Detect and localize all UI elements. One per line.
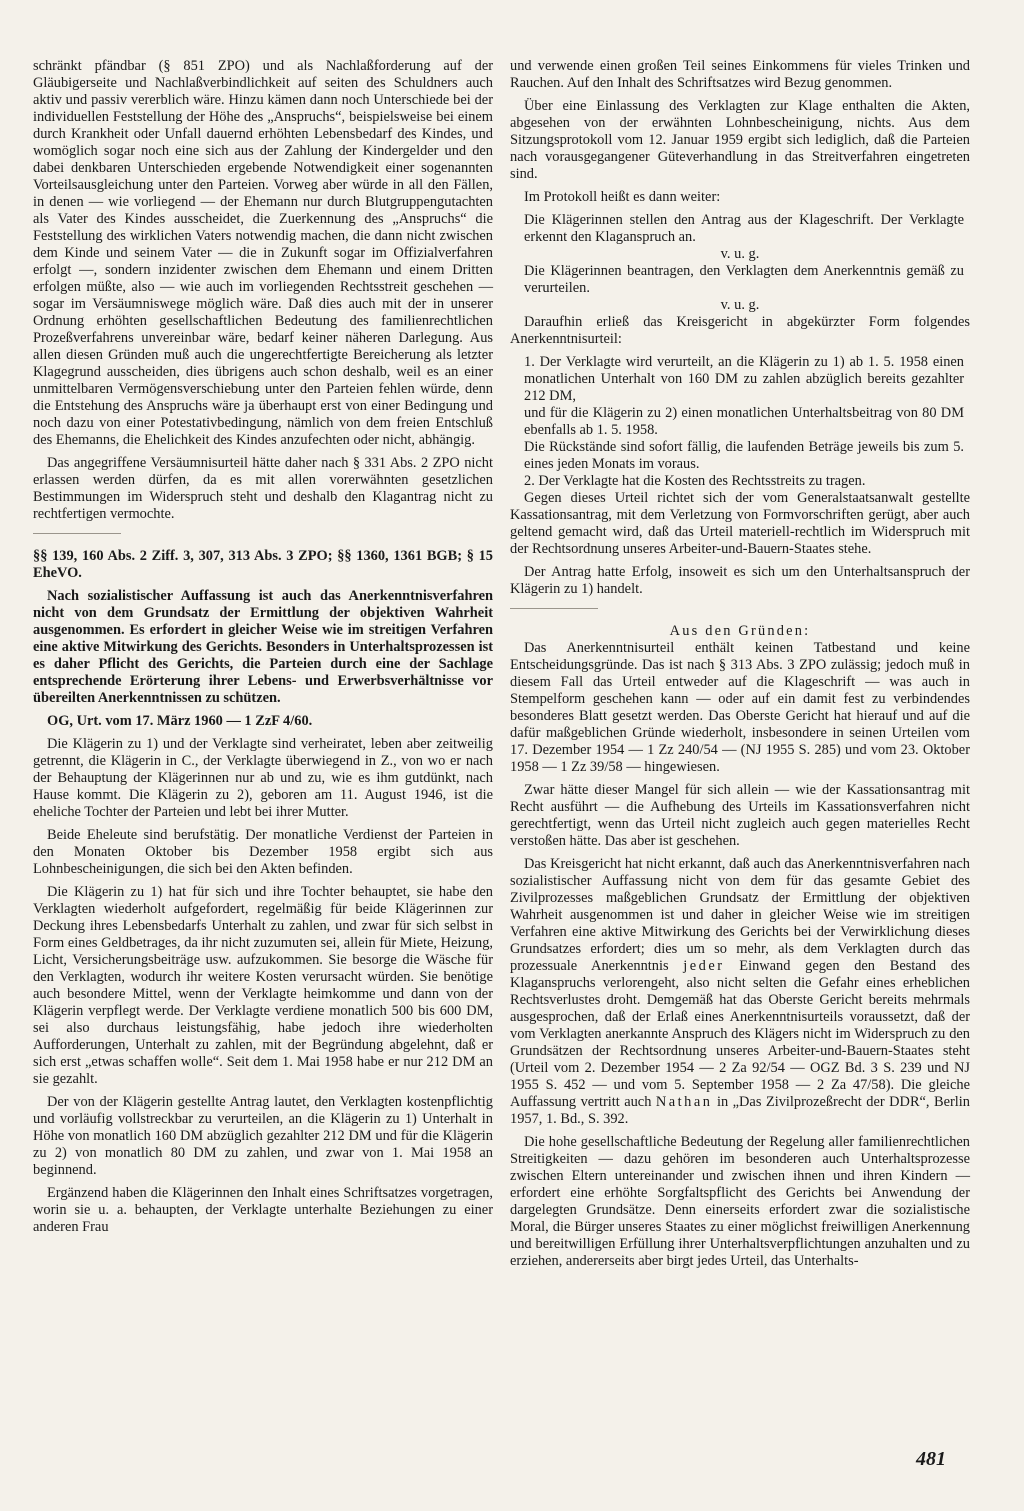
section-divider: [33, 533, 121, 534]
paragraph: Die Klägerin zu 1) hat für sich und ihre Tochter behauptet, sie habe den Verklagten wiederholt aufgefordert, regelmäßig für beide Klägerinnen zur Deckung ihres Lebensbedarfs Unterhalt zu zahlen, und zwar für sich selbst in Form eines Geldbetrages, da ihr nicht zuzumuten sei, allein für Miete, Heizung, Licht, Versicherungsbeiträge usw. aufzukommen. Sie besorge die Wäsche für den Verklagten, wodurch ihr weitere Kosten verursacht würden. Sie benötige auch besondere Mittel, wenn der Verklagte heimkomme und dann von der Klägerin verpflegt werde. Der Verklagte verdiene monatlich 500 bis 600 DM, sei also durchaus leistungsfähig, habe jedoch ihre wiederholten Aufforderungen, Unterhalt zu zahlen, mit der Begründung abgelehnt, daß er sich erst „etwas schaffen wolle“. Seit dem 1. Mai 1958 habe er nur 212 DM an sie gezahlt.: [33, 884, 493, 1087]
protocol-quote: Die Klägerinnen beantragen, den Verklagten dem Anerkenntnis gemäß zu verurteilen.: [524, 263, 964, 296]
paragraph: Über eine Einlassung des Verklagten zur Klage enthalten die Akten, abgesehen von der erwähnten Lohnbescheinigung, nichts. Aus dem Sitzungsprotokoll vom 12. Januar 1959 ergibt sich lediglich, daß die Parteien nach vorausgegangener Güteverhandlung in das Streitverfahren eingetreten sind.: [510, 98, 970, 182]
court-citation: OG, Urt. vom 17. März 1960 — 1 ZzF 4/60.: [47, 713, 313, 729]
paragraph: Zwar hätte dieser Mangel für sich allein — wie der Kassationsantrag mit Recht ausführt — die Aufhebung des Urteils im Kassationsverfahren nicht gerechtfertigt, wenn das Urteil nicht zugleich auch gegen materielles Recht verstoßen hätte. Das aber ist geschehen.: [510, 782, 970, 849]
emphasized-word: jeder: [683, 958, 725, 974]
author-name: Nathan: [655, 1094, 713, 1110]
paragraph: und verwende einen großen Teil seines Einkommens für vieles Trinken und Rauchen. Auf den Inhalt des Schriftsatzes wird Bezug genommen.: [510, 58, 970, 91]
paragraph: Die Klägerin zu 1) und der Verklagte sind verheiratet, leben aber zeitweilig getrennt, die Klägerin in C., der Verklagte überwiegend in Z., von wo er nach der Behauptung der Klägerinnen nur ab und zu, wie es ihm gutdünkt, nach Hause kommt. Die Klägerin zu 2), geboren am 11. August 1946, ist die eheliche Tochter der Parteien und lebt bei ihrer Mutter.: [33, 736, 493, 820]
paragraph: Ergänzend haben die Klägerinnen den Inhalt eines Schriftsatzes vorgetragen, worin sie u. a. behaupten, der Verklagte unterhalte Beziehungen zu einer anderen Frau: [33, 1185, 493, 1235]
judgment-quote: und für die Klägerin zu 2) einen monatlichen Unterhaltsbeitrag von 80 DM ebenfalls ab 1. 5. 1958.: [524, 405, 964, 438]
paragraph: Daraufhin erließ das Kreisgericht in abgekürzter Form folgendes Anerkenntnisurteil:: [510, 314, 970, 347]
paragraph: Das angegriffene Versäumnisurteil hätte daher nach § 331 Abs. 2 ZPO nicht erlassen werden dürfen, da es mit allen vorerwähnten gesetzlichen Bestimmungen im Widerspruch steht und deshalb den Klagantrag nicht zu rechtfertigen vermochte.: [33, 455, 493, 522]
paragraph: Die hohe gesellschaftliche Bedeutung der Regelung aller familienrechtlichen Streitigkeiten — dazu gehören im besonderen auch Unterhaltsprozesse zwischen Eltern untereinander und zwischen ihnen und ihren Kindern — erfordert eine erhöhte Sorgfaltspflicht des Gerichts bei Anwendung der dargelegten Grundsätze. Denn einerseits erfordert zwar die sozialistische Moral, die Bürger unseres Staates zu einer möglichst freiwilligen Anerkennung und bereitwilligen Erfüllung ihrer Unterhaltsverpflichtungen anzuhalten und zu erziehen, andererseits aber birgt jedes Urteil, das Unterhalts-: [510, 1134, 970, 1269]
judgment-quote: 1. Der Verklagte wird verurteilt, an die Klägerin zu 1) ab 1. 5. 1958 einen monatlichen Unterhalt von 160 DM zu zahlen abzüglich bereits gezahlter 212 DM,: [524, 354, 964, 404]
text-run: in „Das Zivilprozeßrecht der DDR“, Berlin 1957, 1. Bd., S. 392.: [510, 1094, 970, 1127]
right-column: [510, 58, 970, 1270]
text-run: Einwand gegen den Bestand des Klaganspruchs verlorengeht, also nicht selten die Gefahr eines erheblichen Rechtsverlustes droht. Demgemäß hat das Oberste Gericht bereits mehrmals ausgesprochen, daß der Erlaß eines Anerkenntnisurteils voraussetzt, daß der vom Verklagten anerkannte Anspruch des Klägers nicht im Widerspruch zu den Grundsätzen der Rechtsordnung unseres Arbeiter-und-Bauern-Staates steht (Urteil vom 2. Dezember 1954 — 2 Za 92/54 — OGZ Bd. 3 S. 239 und NJ 1955 S. 452 — und vom 5. September 1958 — 2 Za 47/58). Die gleiche Auffassung vertritt auch: [510, 958, 970, 1110]
judgment-quote: Die Rückstände sind sofort fällig, die laufenden Beträge jeweils bis zum 5. eines jeden Monats im voraus.: [524, 439, 964, 472]
text-run: Das Kreisgericht hat nicht erkannt, daß auch das Anerkenntnisverfahren nach sozialistischer Auffassung nicht von dem für das gesamte Gebiet des Zivilprozesses maßgeblichen Grundsatz der Ermittlung der objektiven Wahrheit ausgenommen ist und daher in gleicher Weise wie im streitigen Verfahren eine aktive Mitwirkung des Gerichts bei der Verwirklichung dieses Grundsatzes erfordert; dies um so mehr, als dem Verklagten durch das prozessuale Anerkenntnis: [510, 856, 970, 974]
paragraph: Beide Eheleute sind berufstätig. Der monatliche Verdienst der Parteien in den Monaten Oktober bis Dezember 1958 ergibt sich aus Lohnbescheinigungen, die sich bei den Akten befinden.: [33, 827, 493, 877]
page-number: 481: [916, 1448, 946, 1470]
protocol-quote: Die Klägerinnen stellen den Antrag aus der Klageschrift. Der Verklagte erkennt den Klaganspruch an.: [524, 212, 964, 245]
section-divider: [510, 608, 598, 609]
paragraph: [510, 856, 970, 1128]
paragraph: Gegen dieses Urteil richtet sich der vom Generalstaatsanwalt gestellte Kassationsantrag, mit dem Verletzung von Formvorschriften gerügt, aber auch geltend gemacht wird, daß das Urteil materiell-rechtlich im Widerspruch mit der Rechtsordnung unseres Arbeiter-und-Bauern-Staates stehe.: [510, 490, 970, 557]
paragraph: Der Antrag hatte Erfolg, insoweit es sich um den Unterhaltsanspruch der Klägerin zu 1) handelt.: [510, 564, 970, 597]
headnote: Nach sozialistischer Auffassung ist auch das Anerkenntnisverfahren nicht von dem Grundsatz der Ermittlung der objektiven Wahrheit ausgenommen. Es erfordert in gleicher Weise wie im streitigen Verfahren eine aktive Mitwirkung des Gerichts. Besonders in Unterhaltsprozessen ist es daher Pflicht des Gerichts, die Parteien durch eine der Sachlage entsprechende Erörterung ihrer Lebens- und Erwerbsverhältnisse vor übereilten Anerkenntnissen zu schützen.: [33, 588, 493, 706]
paragraph: schränkt pfändbar (§ 851 ZPO) und als Nachlaßforderung auf der Gläubigerseite und Nachlaßverbindlichkeit auf seiten des Schuldners auch aktiv und passiv vererblich wäre. Hinzu kämen dann noch Unterschiede bei der individuellen Feststellung der Höhe des „Anspruchs“, beispielsweise bei einem durch Krankheit oder Unfall dauernd erhöhten Lebensbedarf des Kindes, und womöglich sogar noch eine sich aus der Zahlung der Kindergelder und den dabei denkbaren Unterschieden ergebende Notwendigkeit einer sogenannten Vorteilsausgleichung unter den Parteien. Vorweg aber würde in all den Fällen, in denen — wie vorliegend — der Ehemann nur durch Blutgruppengutachten als Vater des Kindes ausscheidet, die Zuerkennung des „Anspruchs“ die Feststellung des wirklichen Vaters notwendig machen, die dann nicht zwischen dem Kinde und seinem Vater — die in Zukunft sogar im Offizialverfahren erfolgt —, sondern inzidenter zwischen dem Ehemann und einem Dritten erfolgen müßte, also — wie auch im vorliegenden Rechtsstreit geschehen — sogar im Versäumniswege möglich wäre. Daß dies auch mit der in unserer Ordnung erhöhten gesellschaftlichen Bedeutung des familienrechtlichen Prozeßverfahrens unvereinbar wäre, bedarf keiner näheren Darlegung. Aus allen diesen Gründen muß auch die ungerechtfertigte Bereicherung als letzter Klagegrund ausscheiden, dies übrigens auch schon deshalb, weil es an einer unmittelbaren Vermögensverschiebung unter den Parteien fehlen würde, denn die Entstehung des Anspruchs wäre ja überhaupt erst von einer Bedingung und noch dazu von einer Potestativbedingung, nämlich von dem freien Entschluß des Ehemanns, die Ehelichkeit des Kindes anzufechten oder nicht, abhängig.: [33, 58, 493, 448]
legal-citation-heading: §§ 139, 160 Abs. 2 Ziff. 3, 307, 313 Abs. 3 ZPO; §§ 1360, 1361 BGB; § 15 EheVO.: [33, 548, 493, 581]
paragraph: Das Anerkenntnisurteil enthält keinen Tatbestand und keine Entscheidungsgründe. Das ist nach § 313 Abs. 3 ZPO zulässig; jedoch muß in diesem Fall das Urteil entweder auf die Klageschrift — was auch in Stempelform geschehen kann — oder auf ein damit fest zu verbindendes besonderes Blatt gesetzt werden. Das Oberste Gericht hat hierauf und auf die dafür maßgeblichen Gründe wiederholt, insbesondere in seinen Urteilen vom 17. Dezember 1954 — 1 Zz 240/54 — (NJ 1955 S. 285) und vom 23. Oktober 1958 — 1 Zz 39/58 — hingewiesen.: [510, 640, 970, 775]
paragraph: Im Protokoll heißt es dann weiter:: [524, 189, 721, 205]
judgment-quote: 2. Der Verklagte hat die Kosten des Rechtsstreits zu tragen.: [524, 473, 866, 489]
protocol-vug: v. u. g.: [720, 246, 760, 262]
paragraph: Der von der Klägerin gestellte Antrag lautet, den Verklagten kostenpflichtig und vorläufig vollstreckbar zu verurteilen, an die Klägerin zu 1) Unterhalt in Höhe von monatlich 160 DM abzüglich gezahlter 212 DM und für die Klägerin zu 2) von monatlich 80 DM zu zahlen, und zwar von 1. Mai 1958 an beginnend.: [33, 1094, 493, 1178]
left-column: [33, 58, 493, 1236]
protocol-vug: v. u. g.: [720, 297, 760, 313]
section-heading: Aus den Gründen:: [669, 623, 811, 639]
